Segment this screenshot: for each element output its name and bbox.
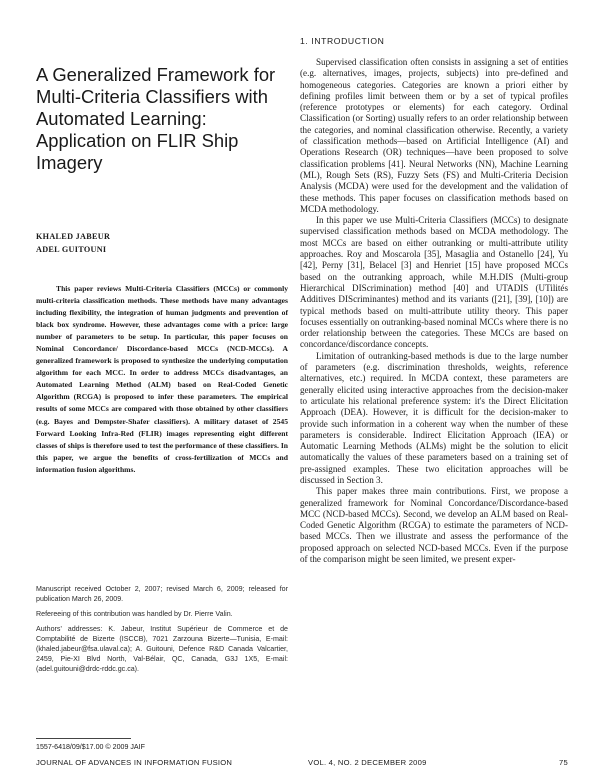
copyright-line: 1557-6418/09/$17.00 © 2009 JAIF: [36, 743, 145, 751]
body-paragraph: This paper makes three main contributions. First, we propose a generalized framework for Nominal Concordance/Discordance-based MCC (NCD-based MCCs). Second, we develop an ALM based on Real-Coded Genetic Algorithm (RCGA) to estimate the parameters of NCD-based MCCs. Then we illustrate and assess the performance of the proposed approach on selected NCD-based MCCs. Even if the purpose of the comparison might be seen limited, we present exper-: [300, 486, 568, 565]
journal-name: JOURNAL OF ADVANCES IN INFORMATION FUSION: [36, 758, 233, 767]
footnote-divider: [36, 738, 131, 739]
introduction-body: [300, 57, 568, 565]
body-paragraph: In this paper we use Multi-Criteria Classifiers (MCCs) to designate supervised classification methods based on MCDA methodology. The most MCCs are based on either outranking or multi-attribute utility approaches. Roy and Moscarola [35], Masaglia and Ostanello [24], Yu [42], Perny [31], Belacel [3] and Henriet [15] have proposed MCCs based on the outranking approach, while M.H.DIS (Multi-group Hierarchical DIScrimination) method [40] and UTADIS (UTilités Additives DIScriminantes) method and its variants ([21], [39], [10]) are typical methods based on multi-attribute utility theory. This paper focuses essentially on outranking-based nominal MCCs where there is no order relationship between the categories. These MCCs are based on concordance/discordance concepts.: [300, 215, 568, 350]
abstract: This paper reviews Multi-Criteria Classifiers (MCCs) or commonly multi-criteria classification methods. These methods have many advantages including flexibility, the integration of human judgments and prevention of black box syndrome. However, these advantages come with a price: large number of parameters to be setup. In particular, this paper focuses on Nominal Concordance/ Discordance-based MCCs (NCD-MCCs). A generalized framework is proposed to synthesize the underlying computation algorithm for each MCC. In order to address MCCs disadvantages, an Automated Learning Method (ALM) based on Real-Coded Genetic Algorithm (RCGA) is proposed to infer these parameters. The empirical results of some MCCs are compared with those obtained by other classifiers (e.g. Bayes and Dempster-Shafer classifiers). A military dataset of 2545 Forward Looking Infra-Red (FLIR) images representing eight different classes of ships is therefore used to test the performance of these classifiers. In this paper, we argue the benefits of cross-fertilization of MCCs and information fusion algorithms.: [36, 284, 288, 474]
author-name: KHALED JABEUR: [36, 232, 111, 241]
body-paragraph: Supervised classification often consists in assigning a set of entities (e.g. alternatives, images, projects, subjects) into pre-defined and homogeneous categories. Categories are known a priori either by defining profiles limit between them or by a set of typical profiles (reference prototypes or elements) for each category. Ordinal Classification (or Sorting) usually refers to an order relationship between the categories, and nominal classification otherwise. Recently, a variety of classification methods—based on Artificial Intelligence (AI) and Operations Research (OR) techniques—have been proposed to solve classification problems [41]. Neural Networks (NN), Machine Learning (ML), Rough Sets (RS), Fuzzy Sets (FS) and Multi-Criteria Decision Analysis (MCDA) were used for the development and the validation of these methods. This paper focuses on classification methods based on MCDA methodology.: [300, 57, 568, 214]
manuscript-dates: Manuscript received October 2, 2007; revised March 6, 2009; released for publication March 26, 2009.: [36, 585, 288, 604]
issue-info: VOL. 4, NO. 2 DECEMBER 2009: [308, 758, 427, 767]
author-name: ADEL GUITOUNI: [36, 244, 107, 254]
article-title: A Generalized Framework for Multi-Criteria Classifiers with Automated Learning: Application on FLIR Ship Imagery: [36, 64, 276, 173]
manuscript-notes: [36, 584, 288, 679]
refereeing-note: Refereeing of this contribution was handled by Dr. Pierre Valin.: [36, 610, 233, 619]
author-list: [36, 231, 288, 256]
body-paragraph: Limitation of outranking-based methods is due to the large number of parameters (e.g. discrimination thresholds, weights, reference alternatives, etc.) required. In MCDA context, these parameters are generally elicited using interactive approaches from the decision-maker to articulate his relational preference system: it's the Direct Elicitation Approach (DEA). However, it is difficult for the decision-maker to provide such information in a coherent way when the number of these parameters is considerable. Indirect Elicitation Approach (IEA) or Automatic Learning Methods (ALMs) might be the solution to elicit automatically the values of these parameters based on a training set of pre-assigned examples. These two elicitation approaches will be discussed in Section 3.: [300, 350, 568, 485]
page-footer: [36, 758, 568, 770]
page-number: 75: [559, 758, 568, 767]
section-heading: 1. INTRODUCTION: [300, 36, 385, 46]
author-addresses: Authors' addresses: K. Jabeur, Institut Supérieur de Commerce et de Comptabilité de Bizerte (ISCCB), 7021 Zarzouna Bizerte—Tunisia, E-mail: (khaled.jabeur@fsa.ulaval.ca); A. Guitouni, Defence R&D Canada Valcartier, 2459, Pie-XI Blvd North, Val-Bélair, QC, Canada, G3J 1X5, E-mail: (adel.guitouni@drdc-rddc.gc.ca).: [36, 625, 288, 674]
